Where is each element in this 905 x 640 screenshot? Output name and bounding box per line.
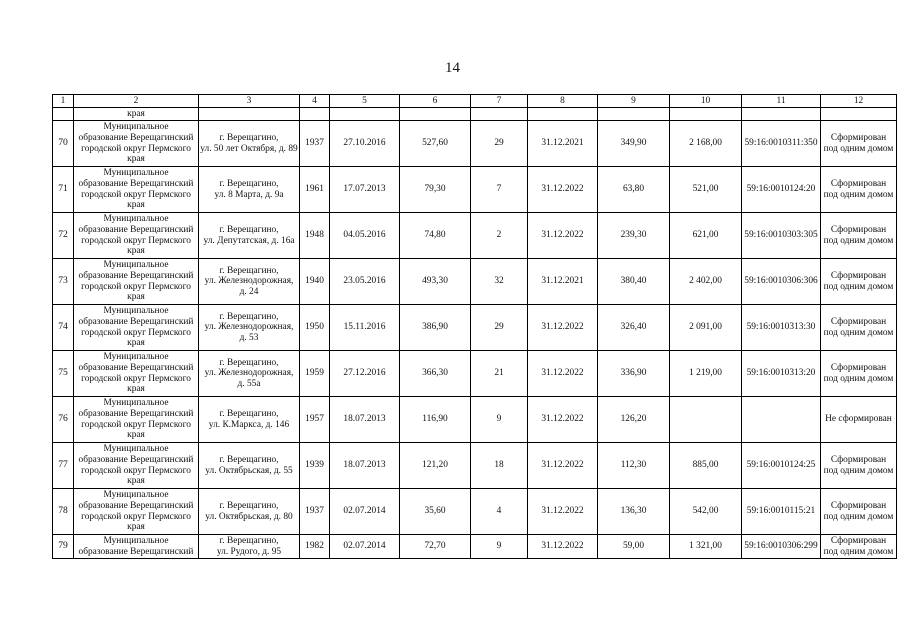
date-cell: 18.07.2013	[330, 397, 400, 443]
address-cell: г. Верещагино, ул. Железнодорожная, д. 53	[199, 305, 300, 351]
cadastral-cell: 59:16:0010124:20	[742, 167, 821, 213]
residents-cell: 9	[471, 535, 528, 559]
residents-cell: 29	[471, 121, 528, 167]
column-header: 11	[742, 95, 821, 108]
continuation-row	[53, 108, 897, 121]
table-cell	[670, 108, 742, 121]
row-number: 72	[53, 213, 74, 259]
table-row	[53, 489, 897, 535]
address-cell: г. Верещагино, ул. Депутатская, д. 16а	[199, 213, 300, 259]
cadastral-cell: 59:16:0010306:306	[742, 259, 821, 305]
year-cell: 1957	[300, 397, 330, 443]
value10-cell: 885,00	[670, 443, 742, 489]
date-cell: 23.05.2016	[330, 259, 400, 305]
deadline-cell: 31.12.2022	[528, 351, 598, 397]
table-cell	[330, 108, 400, 121]
table-row	[53, 167, 897, 213]
municipality-cell: Муниципальное образование Верещагинский городской округ Пермского края	[74, 443, 199, 489]
cadastral-cell: 59:16:0010313:30	[742, 305, 821, 351]
value9-cell: 59,00	[598, 535, 670, 559]
cadastral-cell: 59:16:0010313:20	[742, 351, 821, 397]
column-header: 12	[821, 95, 897, 108]
address-cell: г. Верещагино, ул. К.Маркса, д. 146	[199, 397, 300, 443]
deadline-cell: 31.12.2022	[528, 443, 598, 489]
municipality-cell: Муниципальное образование Верещагинский городской округ Пермского края	[74, 351, 199, 397]
deadline-cell: 31.12.2021	[528, 121, 598, 167]
year-cell: 1939	[300, 443, 330, 489]
year-cell: 1959	[300, 351, 330, 397]
value10-cell: 1 321,00	[670, 535, 742, 559]
cadastral-cell: 59:16:0010311:350	[742, 121, 821, 167]
area-cell: 79,30	[400, 167, 471, 213]
row-number: 74	[53, 305, 74, 351]
column-header: 10	[670, 95, 742, 108]
table-row	[53, 305, 897, 351]
area-cell: 72,70	[400, 535, 471, 559]
deadline-cell: 31.12.2022	[528, 489, 598, 535]
status-cell: Сформирован под одним домом	[821, 443, 897, 489]
table-row	[53, 213, 897, 259]
deadline-cell: 31.12.2021	[528, 259, 598, 305]
address-cell: г. Верещагино, ул. Октябрьская, д. 80	[199, 489, 300, 535]
address-cell: г. Верещагино, ул. Железнодорожная, д. 55а	[199, 351, 300, 397]
year-cell: 1940	[300, 259, 330, 305]
table-row	[53, 121, 897, 167]
address-cell: г. Верещагино, ул. 8 Марта, д. 9а	[199, 167, 300, 213]
date-cell: 27.10.2016	[330, 121, 400, 167]
table-row	[53, 535, 897, 559]
area-cell: 493,30	[400, 259, 471, 305]
value9-cell: 126,20	[598, 397, 670, 443]
area-cell: 366,30	[400, 351, 471, 397]
table-cell	[199, 108, 300, 121]
date-cell: 27.12.2016	[330, 351, 400, 397]
value10-cell: 621,00	[670, 213, 742, 259]
date-cell: 18.07.2013	[330, 443, 400, 489]
year-cell: 1948	[300, 213, 330, 259]
status-cell: Не сформирован	[821, 397, 897, 443]
value10-cell: 521,00	[670, 167, 742, 213]
area-cell: 386,90	[400, 305, 471, 351]
continuation-text: края	[74, 108, 199, 121]
deadline-cell: 31.12.2022	[528, 305, 598, 351]
column-header: 4	[300, 95, 330, 108]
value10-cell: 2 168,00	[670, 121, 742, 167]
status-cell: Сформирован под одним домом	[821, 535, 897, 559]
municipality-cell: Муниципальное образование Верещагинский городской округ Пермского края	[74, 397, 199, 443]
row-number: 75	[53, 351, 74, 397]
residents-cell: 9	[471, 397, 528, 443]
municipality-cell: Муниципальное образование Верещагинский городской округ Пермского края	[74, 213, 199, 259]
residents-cell: 32	[471, 259, 528, 305]
row-number: 73	[53, 259, 74, 305]
municipality-cell: Муниципальное образование Верещагинский городской округ Пермского края	[74, 121, 199, 167]
column-header: 3	[199, 95, 300, 108]
area-cell: 116,90	[400, 397, 471, 443]
municipality-cell: Муниципальное образование Верещагинский	[74, 535, 199, 559]
table-cell	[528, 108, 598, 121]
table-cell	[300, 108, 330, 121]
residents-cell: 29	[471, 305, 528, 351]
status-cell: Сформирован под одним домом	[821, 213, 897, 259]
deadline-cell: 31.12.2022	[528, 213, 598, 259]
value9-cell: 239,30	[598, 213, 670, 259]
area-cell: 35,60	[400, 489, 471, 535]
municipality-cell: Муниципальное образование Верещагинский городской округ Пермского края	[74, 489, 199, 535]
table-row	[53, 351, 897, 397]
value10-cell: 2 402,00	[670, 259, 742, 305]
residents-cell: 21	[471, 351, 528, 397]
year-cell: 1950	[300, 305, 330, 351]
column-header: 7	[471, 95, 528, 108]
status-cell: Сформирован под одним домом	[821, 121, 897, 167]
status-cell: Сформирован под одним домом	[821, 167, 897, 213]
row-number: 78	[53, 489, 74, 535]
value9-cell: 380,40	[598, 259, 670, 305]
table-cell	[742, 108, 821, 121]
value10-cell: 1 219,00	[670, 351, 742, 397]
header-row	[53, 95, 897, 108]
row-number: 70	[53, 121, 74, 167]
value9-cell: 349,90	[598, 121, 670, 167]
value10-cell	[670, 397, 742, 443]
page-number: 14	[445, 60, 460, 76]
residents-cell: 18	[471, 443, 528, 489]
residents-cell: 2	[471, 213, 528, 259]
row-number: 71	[53, 167, 74, 213]
value9-cell: 336,90	[598, 351, 670, 397]
table-cell	[471, 108, 528, 121]
area-cell: 527,60	[400, 121, 471, 167]
table-row	[53, 259, 897, 305]
value10-cell: 2 091,00	[670, 305, 742, 351]
column-header: 9	[598, 95, 670, 108]
date-cell: 15.11.2016	[330, 305, 400, 351]
year-cell: 1961	[300, 167, 330, 213]
address-cell: г. Верещагино, ул. 50 лет Октября, д. 89	[199, 121, 300, 167]
municipality-cell: Муниципальное образование Верещагинский городской округ Пермского края	[74, 305, 199, 351]
table-row	[53, 443, 897, 489]
table-cell	[598, 108, 670, 121]
status-cell: Сформирован под одним домом	[821, 305, 897, 351]
status-cell: Сформирован под одним домом	[821, 489, 897, 535]
column-header: 8	[528, 95, 598, 108]
address-cell: г. Верещагино, ул. Железнодорожная, д. 24	[199, 259, 300, 305]
deadline-cell: 31.12.2022	[528, 167, 598, 213]
cadastral-cell: 59:16:0010306:299	[742, 535, 821, 559]
deadline-cell: 31.12.2022	[528, 397, 598, 443]
table-row	[53, 397, 897, 443]
column-header: 6	[400, 95, 471, 108]
value9-cell: 136,30	[598, 489, 670, 535]
year-cell: 1937	[300, 489, 330, 535]
date-cell: 17.07.2013	[330, 167, 400, 213]
row-number: 76	[53, 397, 74, 443]
year-cell: 1937	[300, 121, 330, 167]
row-number: 77	[53, 443, 74, 489]
address-cell: г. Верещагино, ул. Рудого, д. 95	[199, 535, 300, 559]
municipality-cell: Муниципальное образование Верещагинский городской округ Пермского края	[74, 167, 199, 213]
column-header: 1	[53, 95, 74, 108]
date-cell: 02.07.2014	[330, 489, 400, 535]
register-table	[52, 94, 897, 559]
value9-cell: 63,80	[598, 167, 670, 213]
residents-cell: 4	[471, 489, 528, 535]
table-cell	[53, 108, 74, 121]
deadline-cell: 31.12.2022	[528, 535, 598, 559]
area-cell: 74,80	[400, 213, 471, 259]
value9-cell: 112,30	[598, 443, 670, 489]
address-cell: г. Верещагино, ул. Октябрьская, д. 55	[199, 443, 300, 489]
status-cell: Сформирован под одним домом	[821, 259, 897, 305]
residents-cell: 7	[471, 167, 528, 213]
column-header: 5	[330, 95, 400, 108]
status-cell: Сформирован под одним домом	[821, 351, 897, 397]
year-cell: 1982	[300, 535, 330, 559]
cadastral-cell	[742, 397, 821, 443]
cadastral-cell: 59:16:0010124:25	[742, 443, 821, 489]
table-cell	[400, 108, 471, 121]
cadastral-cell: 59:16:0010115:21	[742, 489, 821, 535]
municipality-cell: Муниципальное образование Верещагинский городской округ Пермского края	[74, 259, 199, 305]
value10-cell: 542,00	[670, 489, 742, 535]
column-header: 2	[74, 95, 199, 108]
cadastral-cell: 59:16:0010303:305	[742, 213, 821, 259]
area-cell: 121,20	[400, 443, 471, 489]
date-cell: 04.05.2016	[330, 213, 400, 259]
date-cell: 02.07.2014	[330, 535, 400, 559]
table-cell	[821, 108, 897, 121]
row-number: 79	[53, 535, 74, 559]
value9-cell: 326,40	[598, 305, 670, 351]
